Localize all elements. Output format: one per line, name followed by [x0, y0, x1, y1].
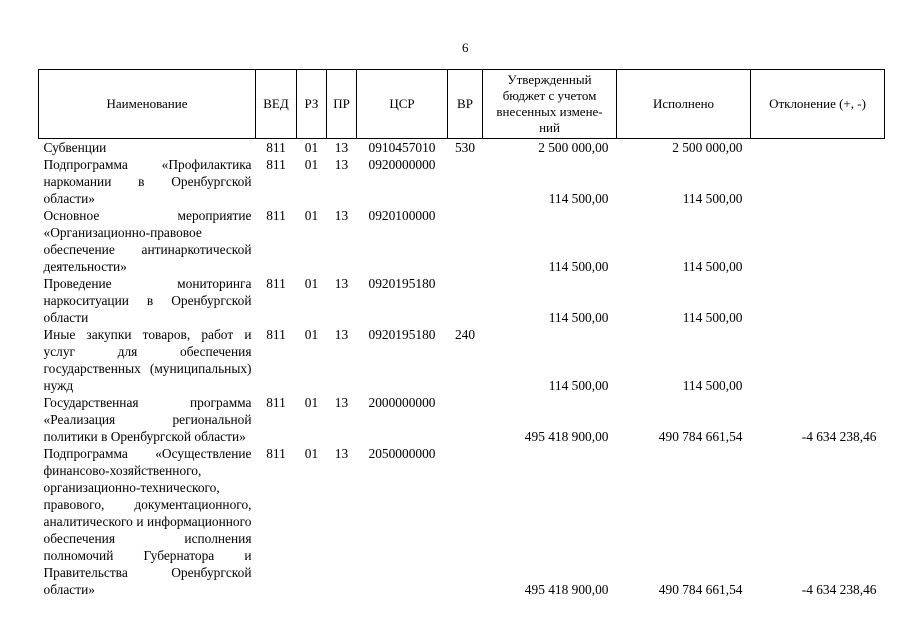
row-name: Субвенции: [43, 140, 107, 155]
row-executed: 114 500,00: [682, 259, 743, 274]
row-approved: 495 418 900,00: [524, 582, 609, 597]
row-csr: 2050000000: [368, 446, 436, 461]
row-csr: 0910457010: [368, 140, 436, 155]
row-ved: 811: [266, 140, 286, 155]
row-ved: 811: [266, 276, 286, 291]
header-ved: ВЕД: [256, 70, 297, 139]
row-pr: 13: [334, 208, 349, 223]
row-approved: 2 500 000,00: [538, 140, 609, 155]
row-executed: 490 784 661,54: [658, 582, 743, 597]
row-rz: 01: [304, 276, 319, 291]
table-row: [39, 139, 885, 157]
row-vr: [448, 207, 483, 275]
table-row: [39, 275, 885, 326]
row-pr: 13: [334, 276, 349, 291]
row-rz: 01: [304, 208, 319, 223]
row-deviation: [751, 207, 885, 275]
row-deviation: -4 634 238,46: [801, 582, 877, 597]
row-name: Основное мероприятие «Организационно-правовое обеспечение антинаркотической деятельности»: [43, 208, 252, 274]
row-deviation: -4 634 238,46: [801, 429, 877, 444]
table-header-row: [39, 70, 885, 139]
row-approved: 114 500,00: [548, 191, 609, 206]
header-approved: Утвержденный бюджет с учетом внесенных измене-ний: [483, 70, 617, 139]
row-ved: 811: [266, 157, 286, 172]
row-csr: 2000000000: [368, 395, 436, 410]
row-vr: 240: [454, 327, 476, 342]
row-rz: 01: [304, 157, 319, 172]
row-pr: 13: [334, 157, 349, 172]
row-executed: 114 500,00: [682, 191, 743, 206]
row-rz: 01: [304, 140, 319, 155]
row-executed: 490 784 661,54: [658, 429, 743, 444]
row-ved: 811: [266, 446, 286, 461]
table-row: [39, 445, 885, 598]
row-approved: 495 418 900,00: [524, 429, 609, 444]
row-vr: [448, 445, 483, 598]
table-row: [39, 156, 885, 207]
row-vr: [448, 275, 483, 326]
header-executed: Исполнено: [617, 70, 751, 139]
row-name: Государственная программа «Реализация региональной политики в Оренбургской области»: [43, 395, 252, 444]
header-rz: РЗ: [297, 70, 327, 139]
table-row: [39, 394, 885, 445]
row-pr: 13: [334, 140, 349, 155]
row-executed: 114 500,00: [682, 310, 743, 325]
row-rz: 01: [304, 446, 319, 461]
row-pr: 13: [334, 327, 349, 342]
row-approved: 114 500,00: [548, 310, 609, 325]
table-row: [39, 326, 885, 394]
header-pr: ПР: [327, 70, 357, 139]
row-name: Подпрограмма «Осуществление финансово-хозяйственного, организационно-технического, правового, документационного, аналитического и информационного обеспечения исполнения полномочий Губернатора и Правительства Оренбургской области»: [43, 446, 252, 597]
row-deviation: [751, 139, 885, 157]
row-executed: 114 500,00: [682, 378, 743, 393]
row-vr: [448, 156, 483, 207]
header-deviation: Отклонение (+, -): [751, 70, 885, 139]
header-name: Наименование: [39, 70, 256, 139]
row-pr: 13: [334, 395, 349, 410]
row-csr: 0920000000: [368, 157, 436, 172]
row-deviation: [751, 326, 885, 394]
budget-table-wrapper: [38, 69, 884, 598]
row-name: Проведение мониторинга наркоситуации в Оренбургской области: [43, 276, 252, 325]
row-ved: 811: [266, 327, 286, 342]
header-csr: ЦСР: [357, 70, 448, 139]
row-vr: 530: [454, 140, 476, 155]
row-deviation: [751, 275, 885, 326]
header-vr: ВР: [448, 70, 483, 139]
row-rz: 01: [304, 327, 319, 342]
row-ved: 811: [266, 208, 286, 223]
row-pr: 13: [334, 446, 349, 461]
row-name: Иные закупки товаров, работ и услуг для обеспечения государственных (муниципальных) нужд: [43, 327, 252, 393]
row-csr: 0920195180: [368, 276, 436, 291]
table-row: [39, 207, 885, 275]
row-vr: [448, 394, 483, 445]
page-number: 6: [462, 40, 469, 55]
budget-table: [38, 69, 885, 598]
row-name: Подпрограмма «Профилактика наркомании в Оренбургской области»: [43, 157, 252, 206]
row-executed: 2 500 000,00: [672, 140, 743, 155]
row-deviation: [751, 156, 885, 207]
row-approved: 114 500,00: [548, 259, 609, 274]
row-csr: 0920100000: [368, 208, 436, 223]
row-approved: 114 500,00: [548, 378, 609, 393]
row-rz: 01: [304, 395, 319, 410]
row-ved: 811: [266, 395, 286, 410]
row-csr: 0920195180: [368, 327, 436, 342]
